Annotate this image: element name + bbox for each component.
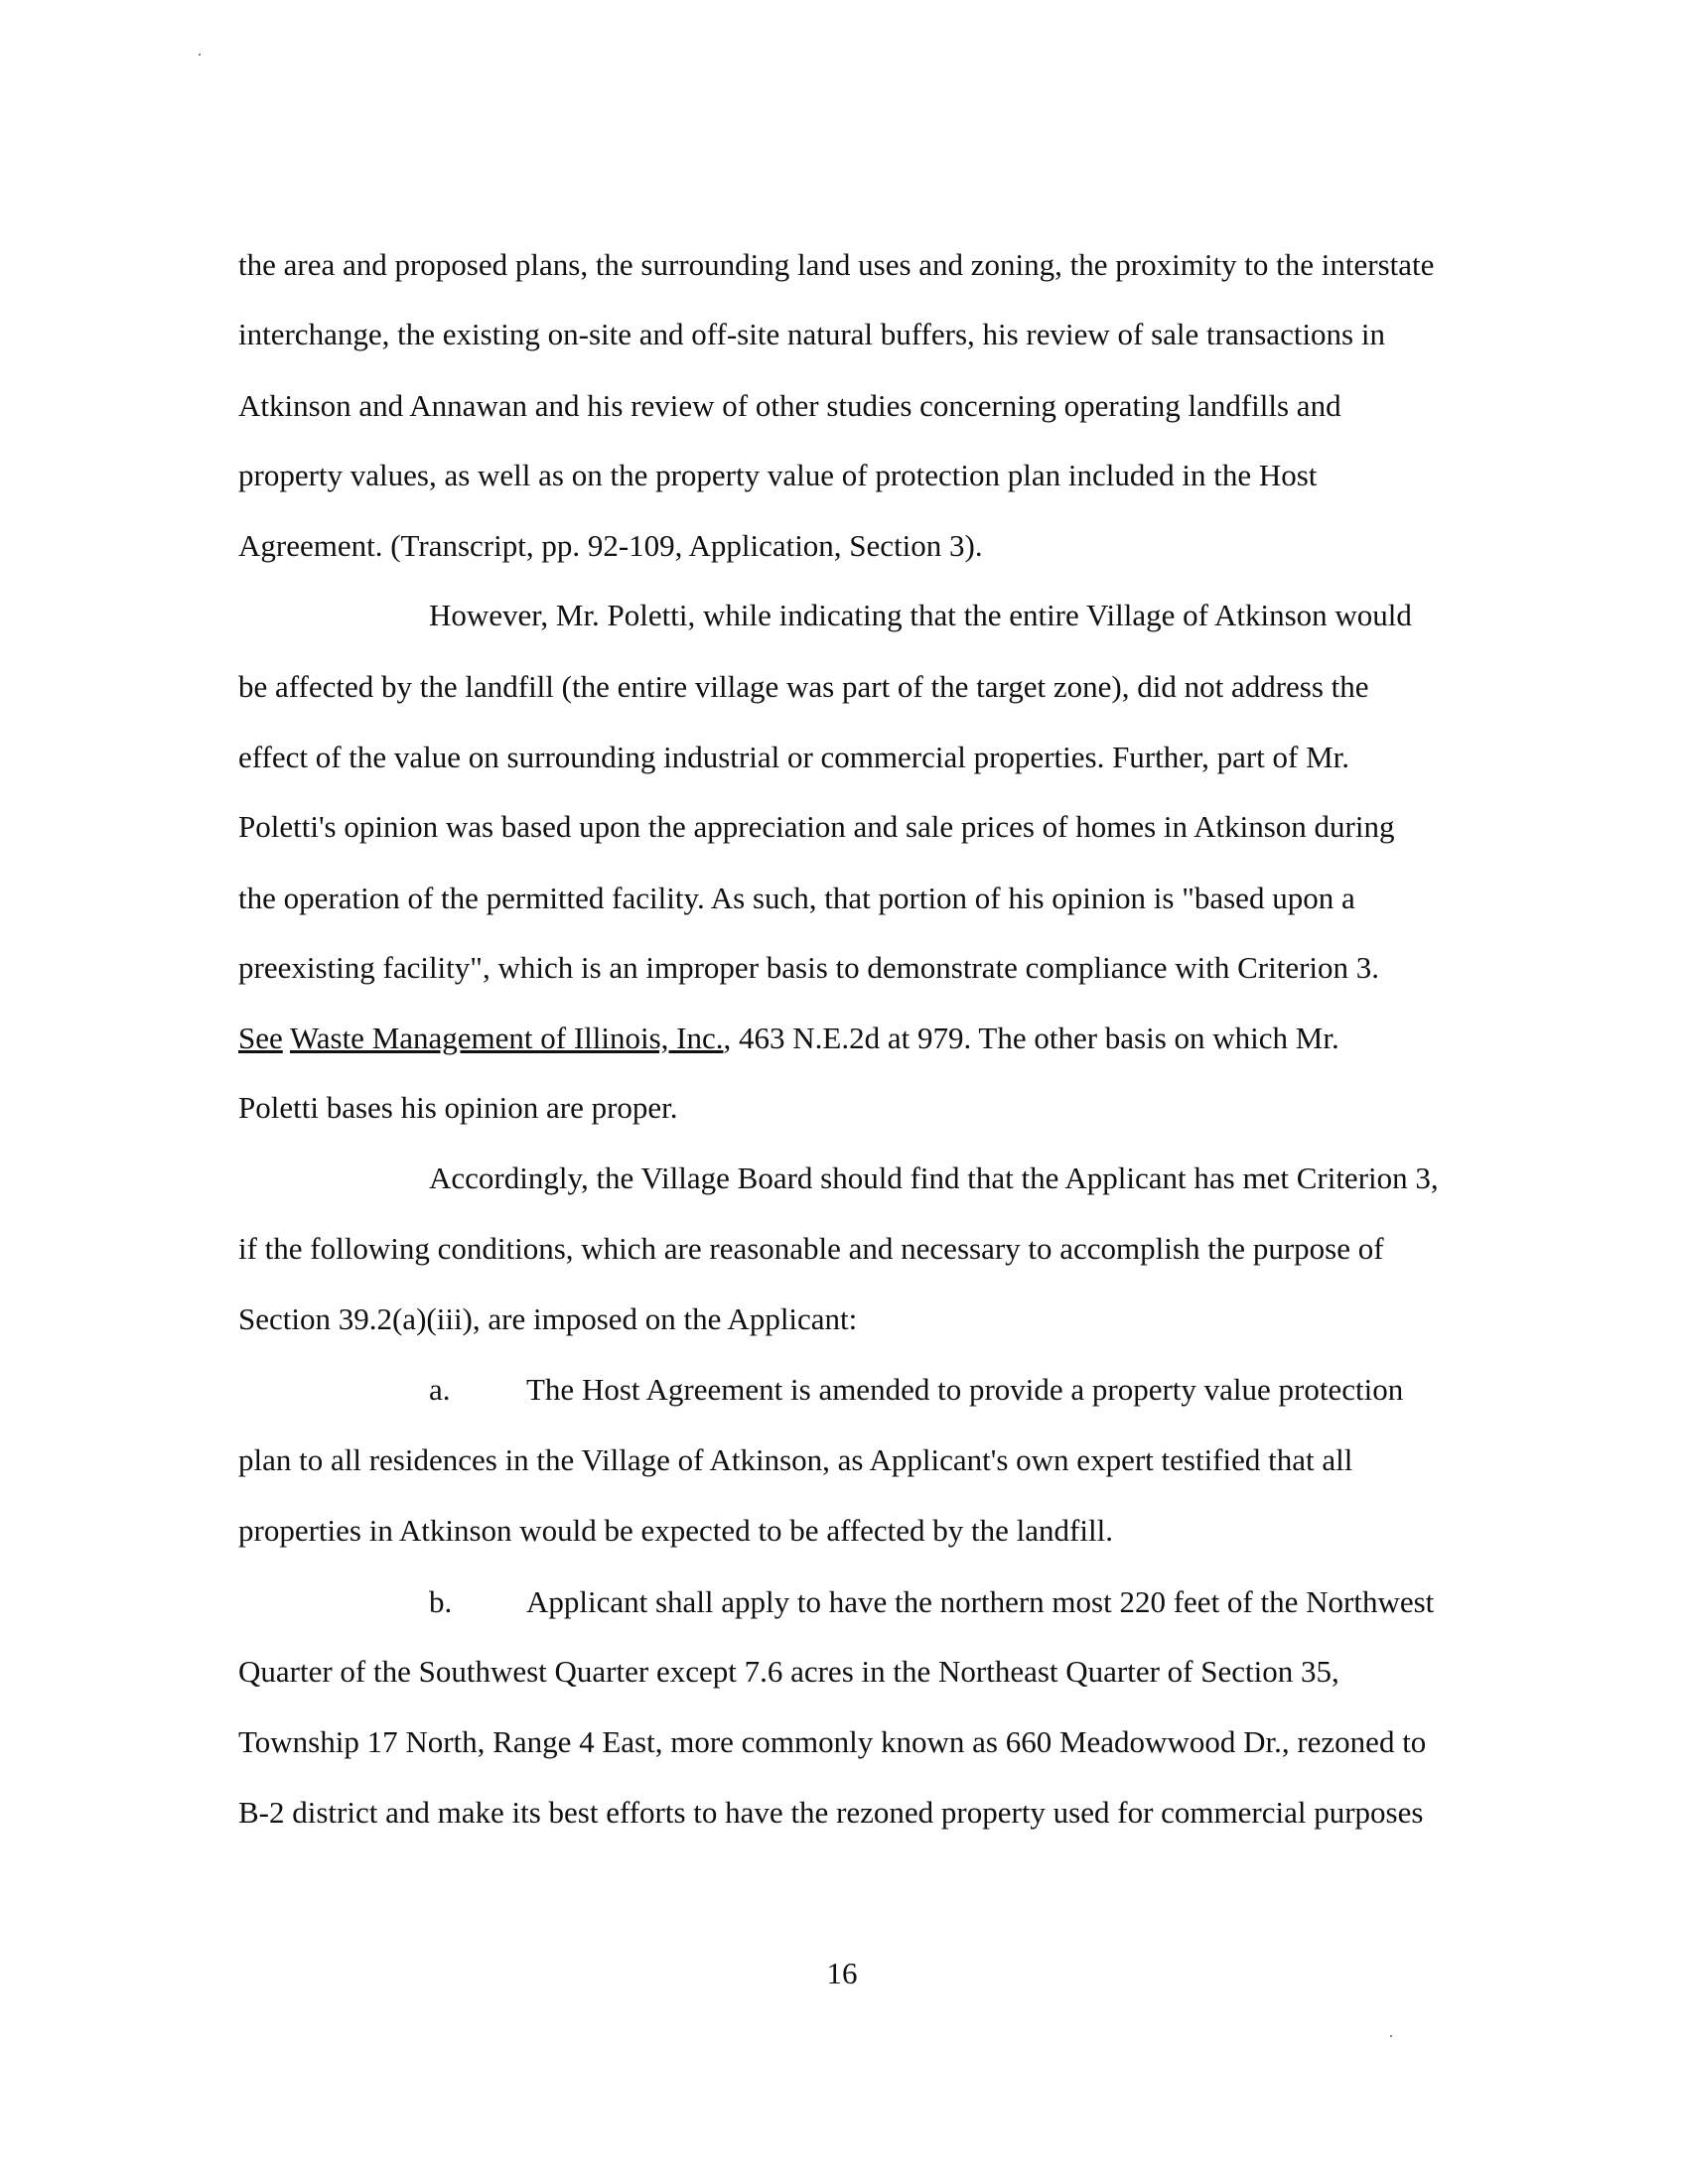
- condition-a-line-3: properties in Atkinson would be expected to be affected by the landfill.: [238, 1513, 1113, 1548]
- paragraph-1-line-2: interchange, the existing on-site and off-site natural buffers, his review of sale transactions in: [238, 317, 1385, 351]
- citation-case-name: Waste Management of Illinois, Inc.: [289, 1021, 724, 1055]
- scan-speck: [1390, 2035, 1392, 2037]
- condition-b-label: b.: [429, 1584, 453, 1619]
- paragraph-2-line-2: be affected by the landfill (the entire village was part of the target zone), did not address the: [238, 669, 1369, 704]
- paragraph-2-line-3: effect of the value on surrounding industrial or commercial properties. Further, part of Mr.: [238, 740, 1350, 774]
- citation-signal: See: [238, 1021, 283, 1055]
- scan-speck: [199, 54, 201, 56]
- condition-a-label: a.: [429, 1372, 451, 1407]
- paragraph-3-line-3: Section 39.2(a)(iii), are imposed on the Applicant:: [238, 1301, 858, 1336]
- paragraph-2-citation-line: [238, 1019, 1339, 1058]
- paragraph-2-line-5: the operation of the permitted facility. As such, that portion of his opinion is "based upon a: [238, 881, 1355, 915]
- citation-rest: , 463 N.E.2d at 979. The other basis on which Mr.: [723, 1021, 1339, 1055]
- paragraph-2-line-1: However, Mr. Poletti, while indicating that the entire Village of Atkinson would: [429, 598, 1412, 632]
- paragraph-1-line-4: property values, as well as on the property value of protection plan included in the Host: [238, 458, 1318, 492]
- paragraph-2-line-4: Poletti's opinion was based upon the appreciation and sale prices of homes in Atkinson during: [238, 809, 1395, 844]
- paragraph-1-line-5: Agreement. (Transcript, pp. 92-109, Application, Section 3).: [238, 528, 983, 563]
- condition-a-first-line: The Host Agreement is amended to provide a property value protection: [526, 1372, 1404, 1407]
- paragraph-1-line-1: the area and proposed plans, the surrounding land uses and zoning, the proximity to the interstate: [238, 247, 1435, 282]
- condition-b-first-line: Applicant shall apply to have the northern most 220 feet of the Northwest: [526, 1584, 1435, 1619]
- paragraph-2-last-line: Poletti bases his opinion are proper.: [238, 1090, 678, 1125]
- paragraph-3-line-1: Accordingly, the Village Board should find that the Applicant has met Criterion 3,: [429, 1160, 1439, 1195]
- paragraph-2-line-6: preexisting facility", which is an improper basis to demonstrate compliance with Criterion 3.: [238, 950, 1380, 985]
- page-number: 16: [826, 1956, 858, 1990]
- condition-b-line-4: B-2 district and make its best efforts to have the rezoned property used for commercial purposes: [238, 1795, 1424, 1830]
- paragraph-1-line-3: Atkinson and Annawan and his review of other studies concerning operating landfills and: [238, 388, 1341, 423]
- condition-b-line-3: Township 17 North, Range 4 East, more commonly known as 660 Meadowwood Dr., rezoned to: [238, 1724, 1427, 1759]
- paragraph-3-line-2: if the following conditions, which are reasonable and necessary to accomplish the purpose of: [238, 1231, 1384, 1266]
- condition-a-line-2: plan to all residences in the Village of Atkinson, as Applicant's own expert testified that all: [238, 1442, 1353, 1477]
- condition-b-line-2: Quarter of the Southwest Quarter except 7.6 acres in the Northeast Quarter of Section 35,: [238, 1654, 1339, 1689]
